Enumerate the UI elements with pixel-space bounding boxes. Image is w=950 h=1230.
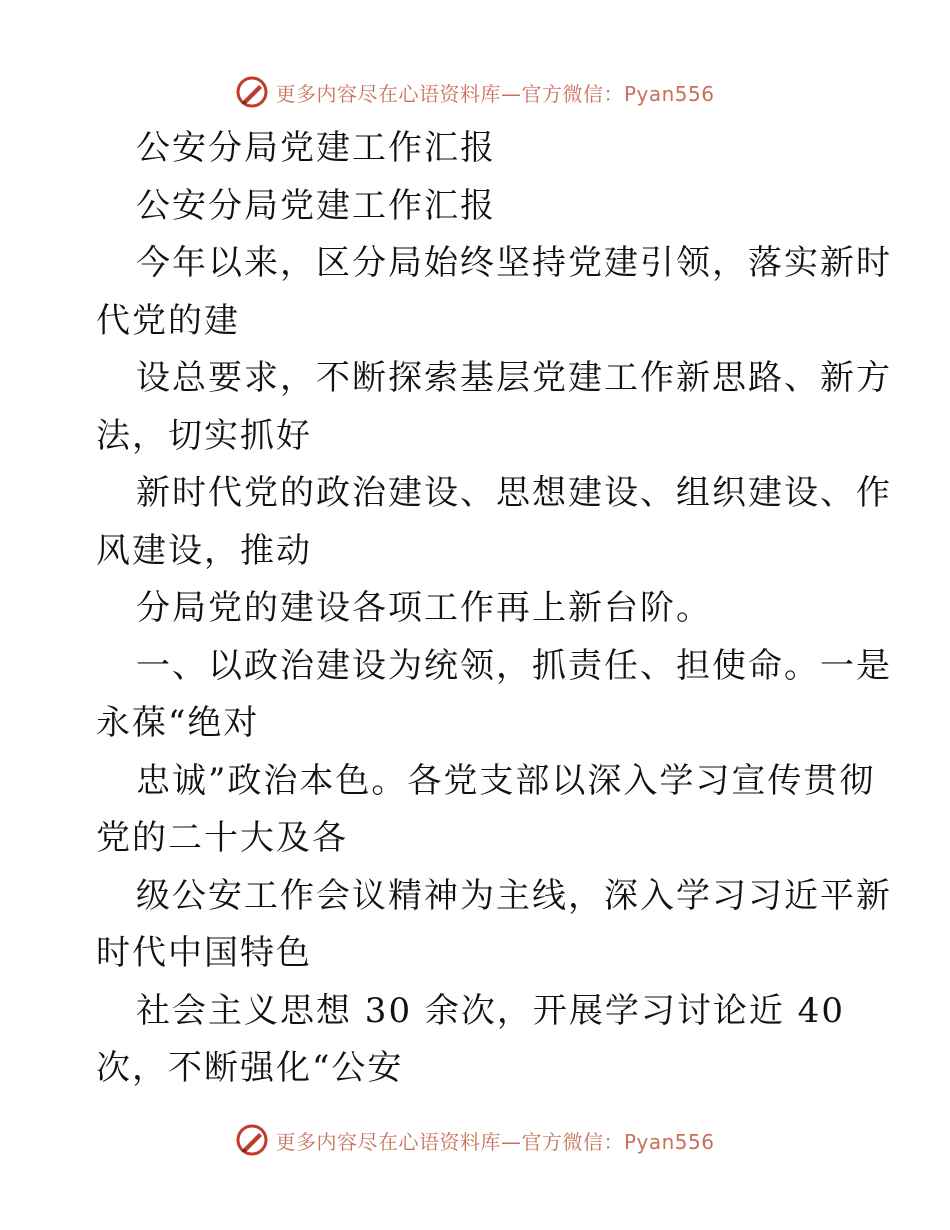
paragraph-line: 级公安工作会议精神为主线，深入学习习近平新 — [136, 875, 892, 916]
paragraph-line: 永葆“绝对 — [96, 703, 260, 743]
paragraph-line: 时代中国特色 — [96, 933, 312, 973]
paragraph-line: 新时代党的政治建设、思想建设、组织建设、作 — [136, 473, 892, 513]
paragraph-line: 设总要求，不断探索基层党建工作新思路、新方 — [136, 358, 892, 398]
pen-logo-icon — [235, 75, 269, 109]
paragraph-line: 次，不断强化“公安 — [96, 1048, 404, 1088]
paragraph-line: 一、以政治建设为统领，抓责任、担使命。一是 — [136, 645, 892, 686]
paragraph-line: 忠诚”政治本色。各党支部以深入学习宣传贯彻 — [136, 760, 876, 801]
paragraph-line: 分局党的建设各项工作再上新台阶。 — [136, 588, 712, 628]
paragraph-line: 今年以来，区分局始终坚持党建引领，落实新时 — [136, 243, 892, 283]
paragraph-line: 法，切实抓好 — [96, 415, 312, 456]
document-body — [96, 120, 892, 1098]
paragraph-line: 公安分局党建工作汇报 — [136, 185, 496, 226]
paragraph-line: 党的二十大及各 — [96, 818, 348, 858]
pen-logo-icon — [235, 1123, 269, 1157]
paragraph-line: 风建设，推动 — [96, 530, 312, 571]
footer-banner-text: 更多内容尽在心语资料库—官方微信：Pyan556 — [275, 1129, 715, 1154]
header-banner — [0, 72, 950, 112]
paragraph-line: 公安分局党建工作汇报 — [136, 128, 496, 168]
header-banner-text: 更多内容尽在心语资料库—官方微信：Pyan556 — [275, 81, 715, 106]
paragraph-line: 社会主义思想 30 余次，开展学习讨论近 40 — [136, 990, 845, 1031]
footer-banner — [0, 1120, 950, 1160]
paragraph-line: 代党的建 — [96, 300, 240, 341]
